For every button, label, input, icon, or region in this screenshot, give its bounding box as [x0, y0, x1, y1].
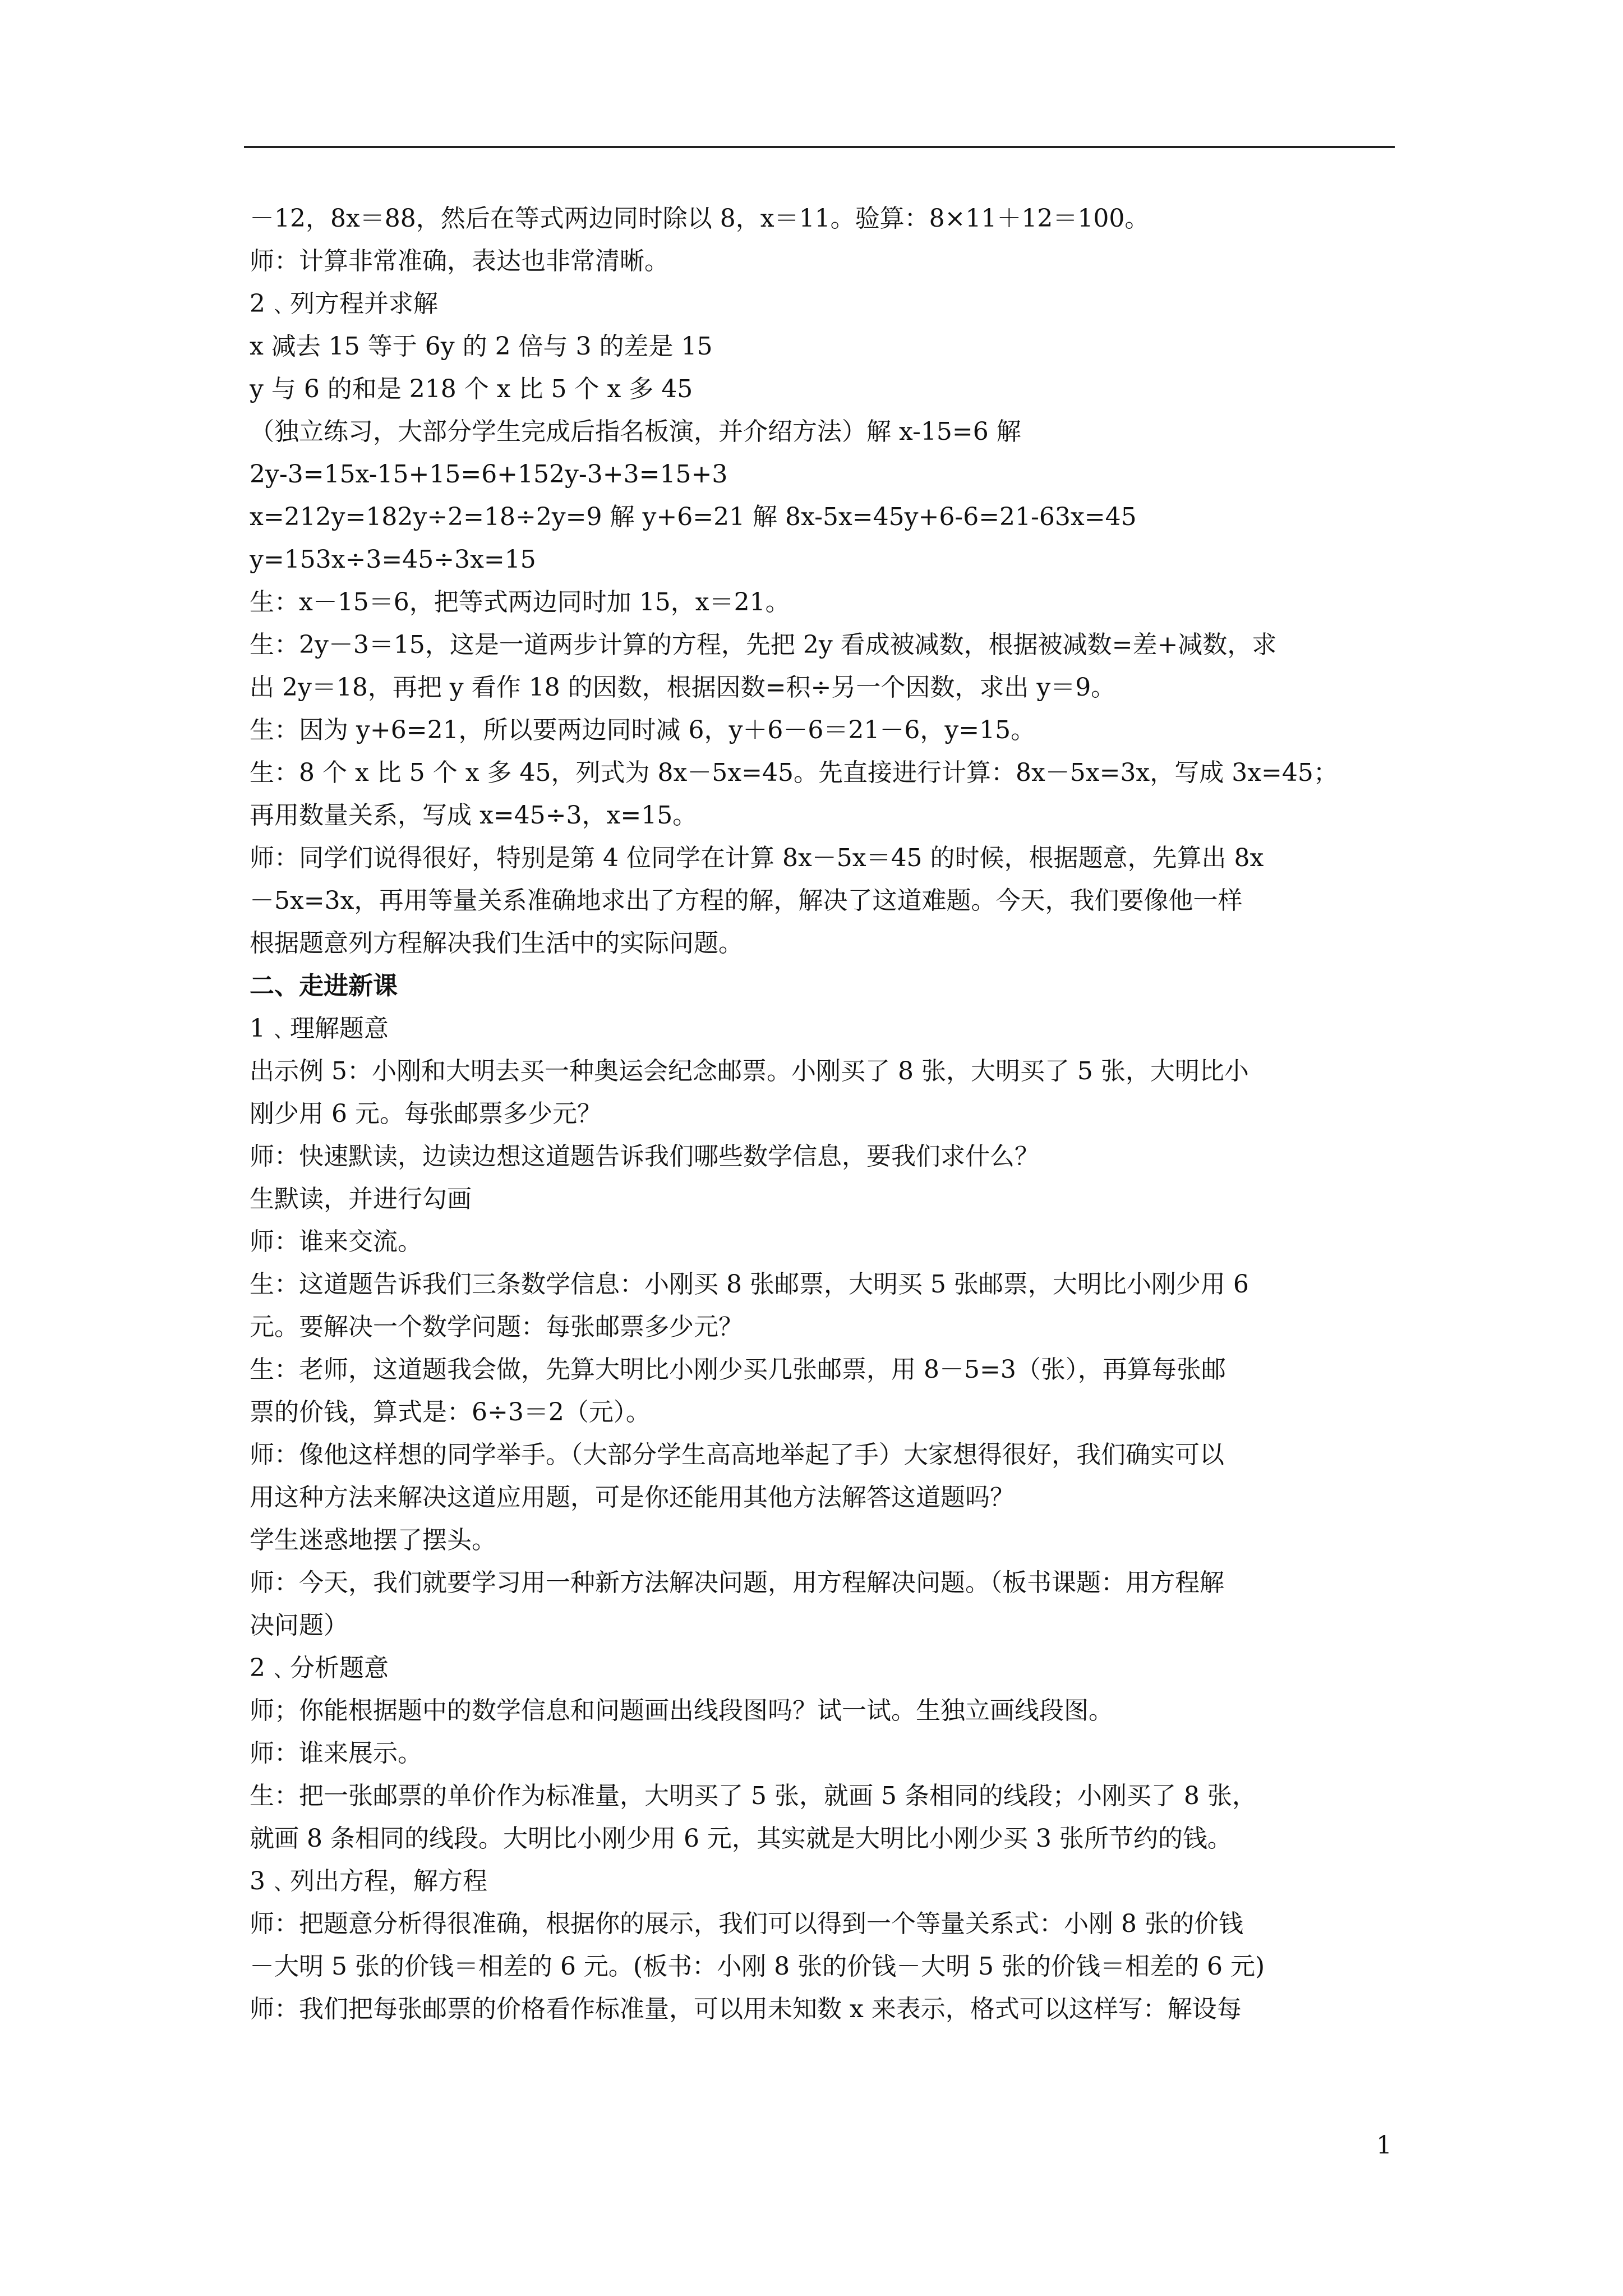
text-line: x 减去 15 等于 6y 的 2 倍与 3 的差是 15: [250, 332, 713, 361]
text-line: 用这种方法来解决这道应用题，可是你还能用其他方法解答这道题吗？: [250, 1483, 1015, 1512]
text-line: 生：x－15＝6，把等式两边同时加 15，x＝21。: [250, 588, 790, 616]
text-line: 生：这道题告诉我们三条数学信息：小刚买 8 张邮票，大明买 5 张邮票，大明比小刚少用 6: [250, 1270, 1249, 1299]
text-line: 生：8 个 x 比 5 个 x 多 45，列式为 8x－5x=45。先直接进行计算：8x－5x=3x，写成 3x=45；: [250, 758, 1338, 787]
text-line: 师：我们把每张邮票的价格看作标准量，可以用未知数 x 来表示，格式可以这样写：解设每: [250, 1995, 1242, 2023]
text-line: 就画 8 条相同的线段。大明比小刚少用 6 元，其实就是大明比小刚少买 3 张所节约的钱。: [250, 1824, 1232, 1853]
text-line: 师：谁来交流。: [250, 1227, 422, 1256]
text-line: 生：老师，这道题我会做，先算大明比小刚少买几张邮票，用 8－5=3（张），再算每张邮: [250, 1355, 1226, 1384]
text-line: y 与 6 的和是 218 个 x 比 5 个 x 多 45: [250, 375, 693, 403]
text-line: 师：像他这样想的同学举手。（大部分学生高高地举起了手）大家想得很好，我们确实可以: [250, 1441, 1224, 1469]
text-line: 票的价钱，算式是：6÷3＝2（元）。: [250, 1398, 651, 1427]
document-body: [250, 197, 1395, 2031]
text-line: 2y-3=15x-15+15=6+152y-3+3=15+3: [250, 460, 728, 489]
text-line: 决问题）: [250, 1611, 348, 1640]
text-line: －5x=3x，再用等量关系准确地求出了方程的解，解决了这道难题。今天，我们要像他一样: [250, 886, 1243, 915]
text-line: 2﹑分析题意: [250, 1654, 389, 1682]
text-line: 学生迷惑地摆了摆头。: [250, 1526, 496, 1554]
text-line: 师：快速默读，边读边想这道题告诉我们哪些数学信息，要我们求什么？: [250, 1142, 1039, 1171]
text-line: －12，8x＝88，然后在等式两边同时除以 8，x＝11。验算：8×11＋12＝100。: [250, 204, 1150, 233]
text-line: 1﹑理解题意: [250, 1014, 389, 1043]
text-line: （独立练习，大部分学生完成后指名板演，并介绍方法）解 x-15=6 解: [250, 417, 1021, 446]
text-line: 师：今天，我们就要学习用一种新方法解决问题，用方程解决问题。（板书课题：用方程解: [250, 1568, 1224, 1597]
text-line: 师：同学们说得很好，特别是第 4 位同学在计算 8x－5x＝45 的时候，根据题意，先算出 8x: [250, 844, 1264, 872]
text-line: 3﹑列出方程，解方程: [250, 1867, 487, 1895]
text-line: 生：因为 y+6=21，所以要两边同时减 6，y＋6－6＝21－6，y=15。: [250, 716, 1036, 744]
text-line: y=153x÷3=45÷3x=15: [250, 545, 536, 574]
text-line: 出示例 5：小刚和大明去买一种奥运会纪念邮票。小刚买了 8 张，大明买了 5 张，大明比小: [250, 1057, 1249, 1085]
text-line: －大明 5 张的价钱＝相差的 6 元。(板书：小刚 8 张的价钱－大明 5 张的价钱＝相差的 6 元): [250, 1952, 1265, 1981]
text-line: 2﹑列方程并求解: [250, 289, 438, 318]
text-line: 刚少用 6 元。每张邮票多少元？: [250, 1099, 602, 1128]
text-line: 师：计算非常准确，表达也非常清晰。: [250, 247, 669, 275]
section-heading: 二、走进新课: [250, 972, 398, 1000]
text-line: 师；你能根据题中的数学信息和问题画出线段图吗？试一试。生独立画线段图。: [250, 1696, 1113, 1725]
text-line: 师：谁来展示。: [250, 1739, 422, 1768]
header-rule: [244, 146, 1395, 148]
text-line: 生默读，并进行勾画: [250, 1185, 472, 1213]
text-line: 元。要解决一个数学问题：每张邮票多少元？: [250, 1313, 743, 1341]
text-line: x=212y=182y÷2=18÷2y=9 解 y+6=21 解 8x-5x=45y+6-6=21-63x=45: [250, 503, 1137, 531]
text-line: 再用数量关系，写成 x=45÷3，x=15。: [250, 801, 698, 830]
text-line: 出 2y＝18，再把 y 看作 18 的因数，根据因数=积÷另一个因数，求出 y＝9。: [250, 673, 1116, 702]
text-line: 生：2y－3＝15，这是一道两步计算的方程，先把 2y 看成被减数，根据被减数=差+减数，求: [250, 631, 1277, 659]
text-line: 生：把一张邮票的单价作为标准量，大明买了 5 张，就画 5 条相同的线段；小刚买了 8 张，: [250, 1782, 1257, 1810]
text-line: 根据题意列方程解决我们生活中的实际问题。: [250, 929, 743, 958]
text-line: 师：把题意分析得很准确，根据你的展示，我们可以得到一个等量关系式：小刚 8 张的价钱: [250, 1910, 1243, 1938]
page-number: 1: [1376, 2131, 1392, 2160]
